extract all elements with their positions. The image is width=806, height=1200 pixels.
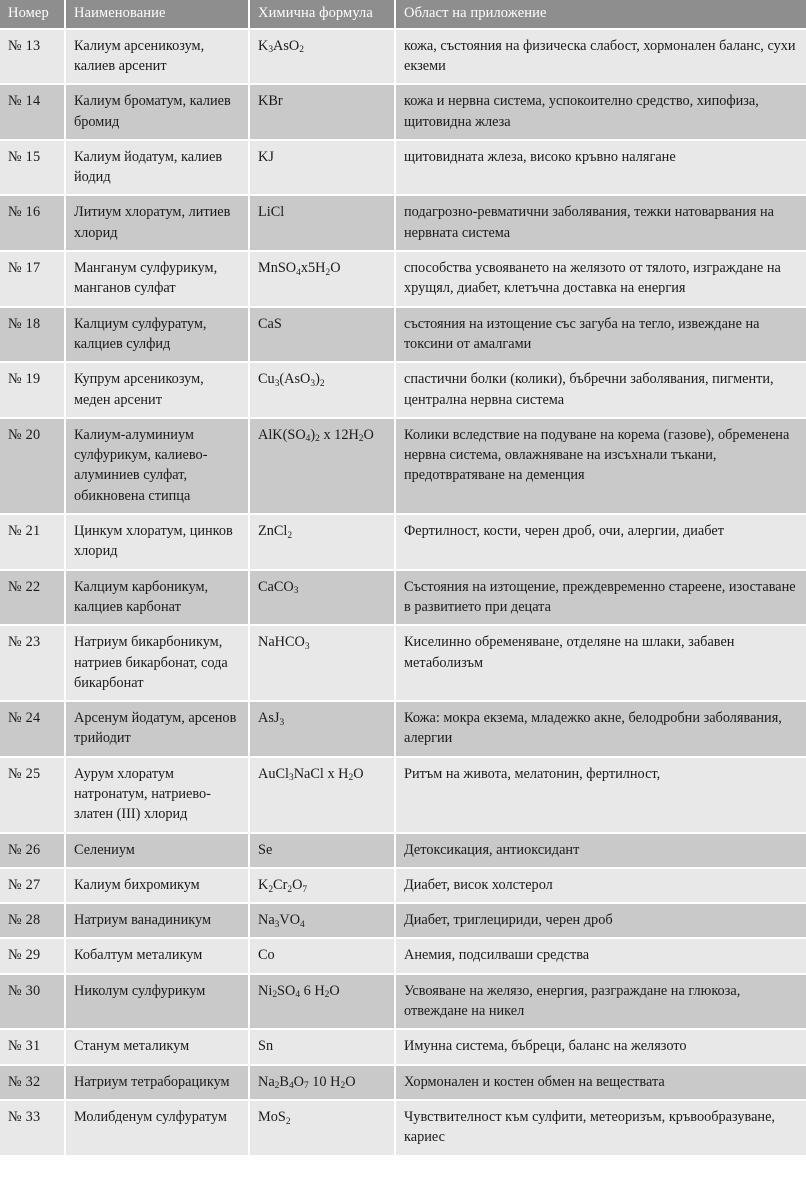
cell-name: Калциум карбоникум, калциев карбонат <box>66 571 250 627</box>
column-header-name: Наименование <box>66 0 250 30</box>
cell-formula: $AlK(SO_4)_2$ x $12H_2O$ <box>250 419 396 515</box>
cell-number: № 28 <box>0 904 66 939</box>
cell-application: Детоксикация, антиоксидант <box>396 834 806 869</box>
cell-name: Цинкум хлоратум, цинков хлорид <box>66 515 250 571</box>
cell-formula: Se <box>250 834 396 869</box>
cell-number: № 16 <box>0 196 66 252</box>
cell-number: № 23 <box>0 626 66 702</box>
cell-application: кожа и нервна система, успокоително средство, хипофиза, щитовидна жлеза <box>396 85 806 141</box>
column-header-application: Област на приложение <box>396 0 806 30</box>
cell-application: Имунна система, бъбреци, баланс на желязото <box>396 1030 806 1065</box>
cell-name: Калиум арсеникозум, калиев арсенит <box>66 30 250 86</box>
cell-formula: KBr <box>250 85 396 141</box>
cell-application: Кожа: мокра екзема, младежко акне, белодробни заболявания, алергии <box>396 702 806 758</box>
cell-number: № 31 <box>0 1030 66 1065</box>
cell-number: № 17 <box>0 252 66 308</box>
cell-formula: AsJ$_3$ <box>250 702 396 758</box>
cell-number: № 14 <box>0 85 66 141</box>
cell-application: състояния на изтощение със загуба на тегло, извеждане на токсини от амалгами <box>396 308 806 364</box>
cell-number: № 29 <box>0 939 66 974</box>
header-row <box>0 0 806 30</box>
cell-application: кожа, състояния на физическа слабост, хормонален баланс, сухи екземи <box>396 30 806 86</box>
cell-application: Киселинно обременяване, отделяне на шлаки, забавен метаболизъм <box>396 626 806 702</box>
cell-application: щитовидната жлеза, високо кръвно налягане <box>396 141 806 197</box>
cell-number: № 26 <box>0 834 66 869</box>
table-row <box>0 30 806 86</box>
cell-formula: ZnCl$_2$ <box>250 515 396 571</box>
cell-formula: Sn <box>250 1030 396 1065</box>
cell-number: № 19 <box>0 363 66 419</box>
cell-name: Калиум-алуминиум сулфурикум, калиево-алуминиев сулфат, обикновена стипца <box>66 419 250 515</box>
cell-number: № 24 <box>0 702 66 758</box>
cell-application: способства усвояването на желязото от тялото, изграждане на хрущял, диабет, клетъчна доставка на енергия <box>396 252 806 308</box>
cell-application: Анемия, подсилваши средства <box>396 939 806 974</box>
table-row <box>0 308 806 364</box>
cell-number: № 33 <box>0 1101 66 1157</box>
cell-application: спастични болки (колики), бъбречни заболявания, пигменти, централна нервна система <box>396 363 806 419</box>
cell-formula: CaS <box>250 308 396 364</box>
table-row <box>0 419 806 515</box>
table-row <box>0 975 806 1031</box>
cell-application: подагрозно-ревматични заболявания, тежки натоварвания на нервната система <box>396 196 806 252</box>
cell-application: Фертилност, кости, черен дроб, очи, алергии, диабет <box>396 515 806 571</box>
table-row <box>0 869 806 904</box>
cell-application: Състояния на изтощение, преждевременно стареене, изоставане в развитието при децата <box>396 571 806 627</box>
cell-formula: $K_2Cr_2O_7$ <box>250 869 396 904</box>
cell-name: Молибденум сулфуратум <box>66 1101 250 1157</box>
cell-formula: $K_3AsO_2$ <box>250 30 396 86</box>
cell-formula: $Cu_3(AsO_3)_2$ <box>250 363 396 419</box>
table-row <box>0 1030 806 1065</box>
cell-application: Ритъм на живота, мелатонин, фертилност, <box>396 758 806 834</box>
table-row <box>0 515 806 571</box>
cell-name: Станум металикум <box>66 1030 250 1065</box>
cell-application: Чувствителност към сулфити, метеоризъм, кръвообразуване, кариес <box>396 1101 806 1157</box>
table-row <box>0 904 806 939</box>
cell-application: Колики вследствие на подуване на корема (газове), обременена нервна система, овлажняване на изсъхнали тъкани, предотвратяване на деменция <box>396 419 806 515</box>
cell-formula: KJ <box>250 141 396 197</box>
column-header-number: Номер <box>0 0 66 30</box>
cell-name: Аурум хлоратум натронатум, натриево-златен (III) хлорид <box>66 758 250 834</box>
cell-formula: $Na_3VO_4$ <box>250 904 396 939</box>
table-row <box>0 85 806 141</box>
cell-name: Калциум сулфуратум, калциев сулфид <box>66 308 250 364</box>
cell-number: № 15 <box>0 141 66 197</box>
cell-name: Купрум арсеникозум, меден арсенит <box>66 363 250 419</box>
table-row <box>0 363 806 419</box>
cell-name: Калиум бихромикум <box>66 869 250 904</box>
table-row <box>0 834 806 869</box>
table-row <box>0 702 806 758</box>
cell-name: Натриум ванадиникум <box>66 904 250 939</box>
cell-application: Хормонален и костен обмен на веществата <box>396 1066 806 1101</box>
table-row <box>0 1101 806 1157</box>
cell-name: Селениум <box>66 834 250 869</box>
cell-application: Диабет, висок холстерол <box>396 869 806 904</box>
cell-number: № 22 <box>0 571 66 627</box>
table-row <box>0 626 806 702</box>
table-body <box>0 30 806 1157</box>
table-row <box>0 571 806 627</box>
cell-formula: $MnSO_4x5H_2O$ <box>250 252 396 308</box>
cell-formula: $Ni_2SO_4$ 6 $H_2O$ <box>250 975 396 1031</box>
cell-name: Калиум йодатум, калиев йодид <box>66 141 250 197</box>
table-row <box>0 939 806 974</box>
cell-name: Кобалтум металикум <box>66 939 250 974</box>
cell-formula: CaCO$_3$ <box>250 571 396 627</box>
table-row <box>0 758 806 834</box>
cell-number: № 32 <box>0 1066 66 1101</box>
cell-application: Усвояване на желязо, енергия, разграждане на глюкоза, отвеждане на никел <box>396 975 806 1031</box>
cell-number: № 27 <box>0 869 66 904</box>
cell-name: Натриум тетраборацикум <box>66 1066 250 1101</box>
cell-application: Диабет, триглецириди, черен дроб <box>396 904 806 939</box>
cell-name: Калиум броматум, калиев бромид <box>66 85 250 141</box>
cell-formula: MoS$_2$ <box>250 1101 396 1157</box>
cell-number: № 30 <box>0 975 66 1031</box>
cell-formula: AuCl$_3$NaCl x $H_2O$ <box>250 758 396 834</box>
table-header <box>0 0 806 30</box>
table-row <box>0 196 806 252</box>
cell-formula: Co <box>250 939 396 974</box>
cell-formula: LiCl <box>250 196 396 252</box>
cell-number: № 20 <box>0 419 66 515</box>
cell-name: Арсенум йодатум, арсенов трийодит <box>66 702 250 758</box>
column-header-formula: Химична формула <box>250 0 396 30</box>
table-row <box>0 141 806 197</box>
cell-number: № 18 <box>0 308 66 364</box>
cell-name: Николум сулфурикум <box>66 975 250 1031</box>
table-row <box>0 252 806 308</box>
cell-number: № 25 <box>0 758 66 834</box>
cell-number: № 13 <box>0 30 66 86</box>
cell-formula: NaHCO$_3$ <box>250 626 396 702</box>
cell-number: № 21 <box>0 515 66 571</box>
cell-name: Литиум хлоратум, литиев хлорид <box>66 196 250 252</box>
cell-name: Натриум бикарбоникум, натриев бикарбонат, сода бикарбонат <box>66 626 250 702</box>
table-row <box>0 1066 806 1101</box>
cell-formula: $Na_2B_4O_7$ 10 $H_2O$ <box>250 1066 396 1101</box>
cell-name: Манганум сулфурикум, манганов сулфат <box>66 252 250 308</box>
